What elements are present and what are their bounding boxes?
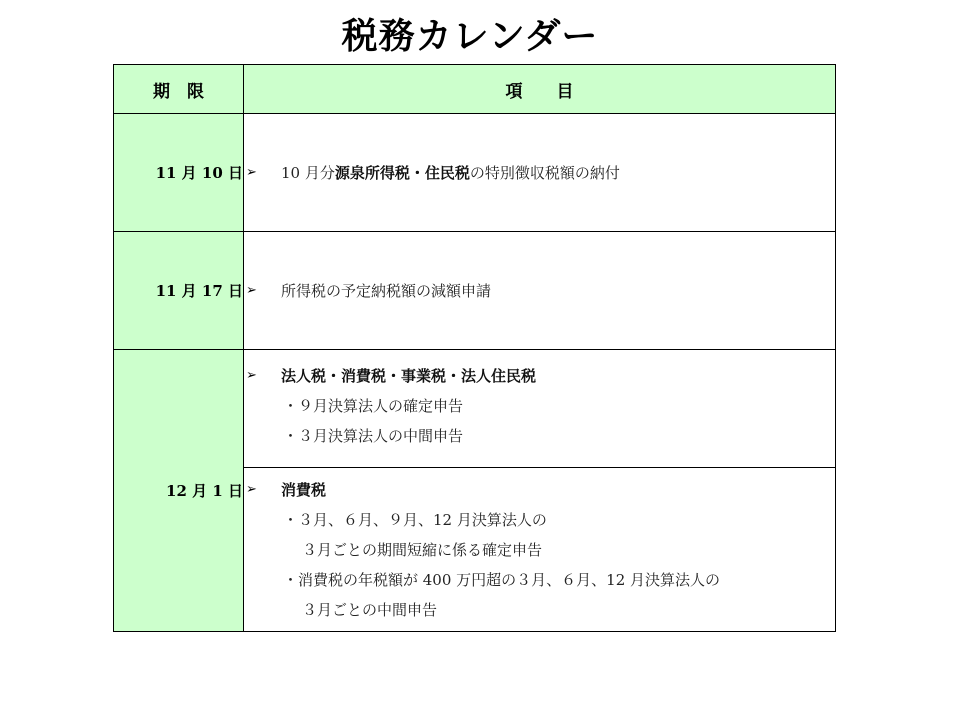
item-cell	[244, 114, 836, 232]
table-row	[114, 114, 836, 232]
arrowhead-bullet-icon: ➢	[246, 282, 257, 298]
deadline-date: 12 月 1 日	[114, 350, 244, 632]
item-cell	[244, 232, 836, 350]
table-row	[114, 350, 836, 468]
list-item	[244, 163, 835, 183]
item-text-suffix: の特別徴収税額の納付	[469, 163, 620, 182]
arrowhead-bullet-icon: ➢	[246, 367, 257, 383]
item-text: 所得税の予定納税額の減額申請	[281, 281, 492, 300]
list-item-heading	[244, 475, 835, 505]
list-item-heading	[244, 361, 835, 391]
list-item	[244, 281, 835, 301]
item-text-emphasis: 源泉所得税・住民税	[334, 163, 470, 182]
sub-item: ・消費税の年税額が 400 万円超の３月、６月、12 月決算法人の	[283, 570, 721, 589]
header-item-column: 項 目	[244, 65, 836, 114]
tax-calendar-table	[113, 64, 836, 632]
sub-item: ・９月決算法人の確定申告	[283, 396, 464, 415]
item-heading: 消費税	[281, 480, 327, 499]
sub-item-continuation: ３月ごとの中間申告	[302, 600, 438, 619]
item-heading: 法人税・消費税・事業税・法人住民税	[281, 366, 537, 385]
page-title: 税務カレンダー	[341, 16, 599, 57]
arrowhead-bullet-icon: ➢	[246, 481, 257, 497]
deadline-date: 11 月 17 日	[114, 232, 244, 350]
table-header-row	[114, 65, 836, 114]
item-text-prefix: 10 月分	[281, 163, 335, 182]
header-date-column: 期 限	[114, 65, 244, 114]
sub-item: ・３月、６月、９月、12 月決算法人の	[283, 510, 547, 529]
item-cell	[244, 468, 836, 632]
sub-item: ・３月決算法人の中間申告	[283, 426, 464, 445]
table-row	[114, 232, 836, 350]
item-cell	[244, 350, 836, 468]
arrowhead-bullet-icon: ➢	[246, 164, 257, 180]
sub-item-continuation: ３月ごとの期間短縮に係る確定申告	[302, 540, 543, 559]
deadline-date: 11 月 10 日	[114, 114, 244, 232]
